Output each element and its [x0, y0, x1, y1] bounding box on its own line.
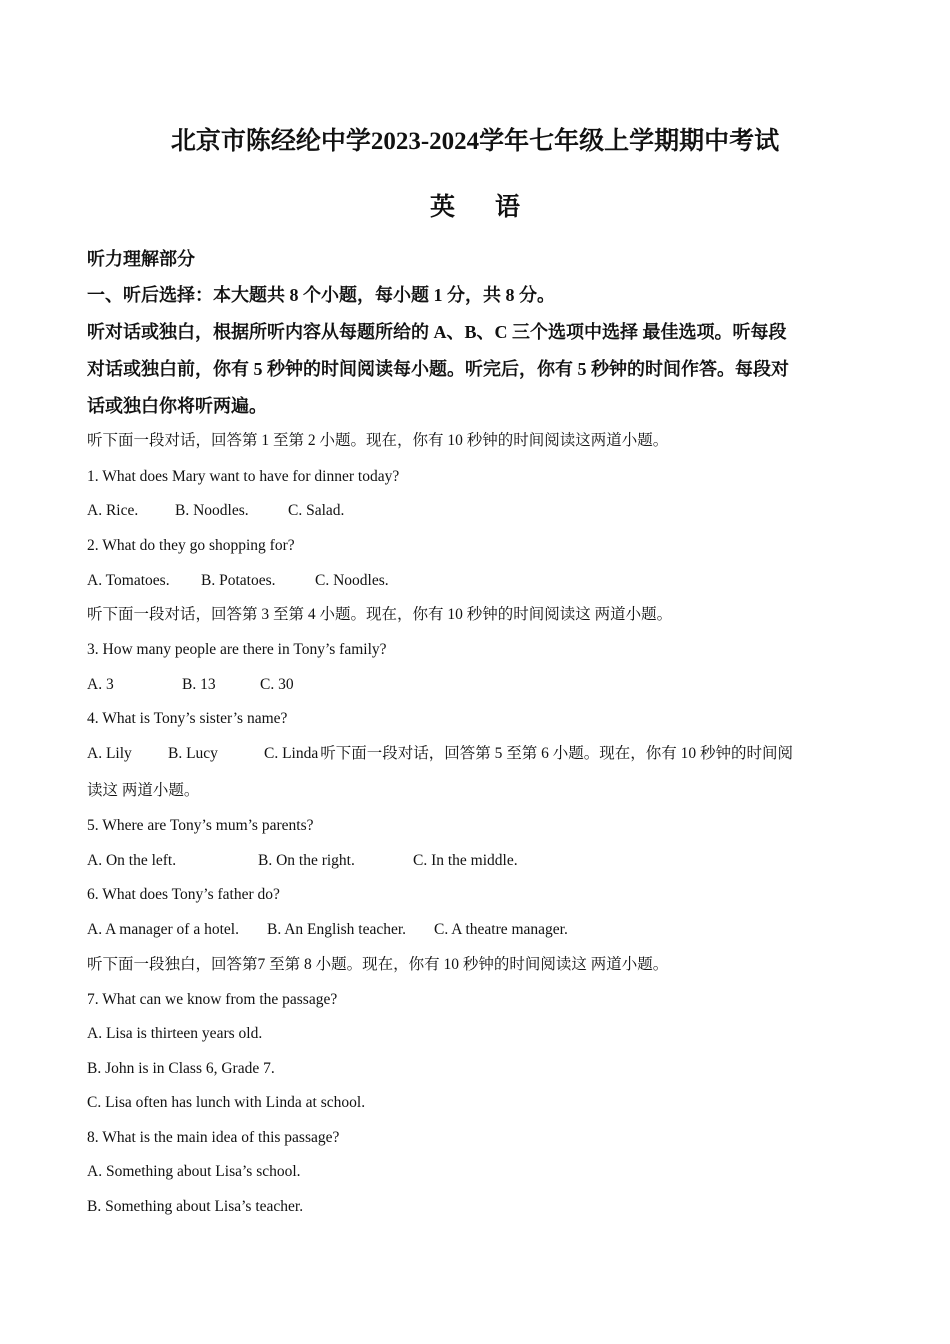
option-c: C. Noodles. [315, 572, 389, 589]
question-8: 8. What is the main idea of this passage? [87, 1129, 340, 1146]
question-6-options [87, 919, 568, 941]
directions-3-4: 听下面一段对话，回答第 3 至第 4 小题。现在，你有 10 秒钟的时间阅读这 两道小题。 [87, 606, 673, 623]
question-7-option-b: B. John is in Class 6, Grade 7. [87, 1060, 275, 1077]
instructions-line-1: 听对话或独白，根据所听内容从每题所给的 A、B、C 三个选项中选择 最佳选项。听每段 [87, 322, 787, 342]
section-heading: 听力理解部分 [87, 249, 195, 269]
part-heading: 一、听后选择：本大题共 8 个小题，每小题 1 分，共 8 分。 [87, 285, 555, 305]
question-1-options [87, 500, 344, 522]
question-7-option-a: A. Lisa is thirteen years old. [87, 1025, 263, 1042]
option-c: C. In the middle. [413, 852, 518, 869]
option-b: B. Noodles. [175, 502, 249, 519]
option-c: C. 30 [260, 676, 294, 693]
directions-5-6-continued: 读这 两道小题。 [87, 782, 200, 799]
option-c: C. Salad. [288, 502, 345, 519]
question-8-option-a: A. Something about Lisa’s school. [87, 1163, 301, 1180]
option-a: A. On the left. [87, 852, 177, 869]
instructions-line-2: 对话或独白前，你有 5 秒钟的时间阅读每小题。听完后，你有 5 秒钟的时间作答。每段对 [87, 359, 789, 379]
option-c: C. A theatre manager. [434, 921, 568, 938]
option-b: B. 13 [182, 676, 216, 693]
question-8-option-b: B. Something about Lisa’s teacher. [87, 1198, 304, 1215]
option-b: B. An English teacher. [267, 921, 407, 938]
option-b: B. Lucy [168, 745, 218, 762]
directions-5-6: 听下面一段对话，回答第 5 至第 6 小题。现在，你有 10 秒钟的时间阅 [320, 745, 794, 762]
subject-title: 英语 [429, 194, 560, 221]
question-5-options [87, 850, 518, 872]
question-5: 5. Where are Tony’s mum’s parents? [87, 817, 314, 834]
question-7: 7. What can we know from the passage? [87, 991, 338, 1008]
option-b: B. On the right. [258, 852, 355, 869]
question-4-options [87, 743, 793, 765]
directions-1-2: 听下面一段对话，回答第 1 至第 2 小题。现在，你有 10 秒钟的时间阅读这两道小题。 [87, 432, 669, 449]
question-2-options [87, 570, 389, 592]
question-1: 1. What does Mary want to have for dinner today? [87, 468, 400, 485]
directions-7-8: 听下面一段独白，回答第7 至第 8 小题。现在，你有 10 秒钟的时间阅读这 两道小题。 [87, 956, 669, 973]
option-a: A. A manager of a hotel. [87, 921, 239, 938]
instructions-line-3: 话或独白你将听两遍。 [87, 396, 267, 416]
option-a: A. Lily [87, 745, 132, 762]
question-4: 4. What is Tony’s sister’s name? [87, 710, 288, 727]
question-3-options [87, 674, 294, 696]
option-b: B. Potatoes. [201, 572, 276, 589]
question-7-option-c: C. Lisa often has lunch with Linda at school. [87, 1094, 366, 1111]
question-3: 3. How many people are there in Tony’s family? [87, 641, 387, 658]
exam-title: 北京市陈经纶中学2023-2024学年七年级上学期期中考试 [170, 128, 780, 155]
option-a: A. Rice. [87, 502, 139, 519]
option-c: C. Linda [264, 745, 319, 762]
question-6: 6. What does Tony’s father do? [87, 886, 280, 903]
option-a: A. 3 [87, 676, 114, 693]
question-2: 2. What do they go shopping for? [87, 537, 295, 554]
option-a: A. Tomatoes. [87, 572, 170, 589]
